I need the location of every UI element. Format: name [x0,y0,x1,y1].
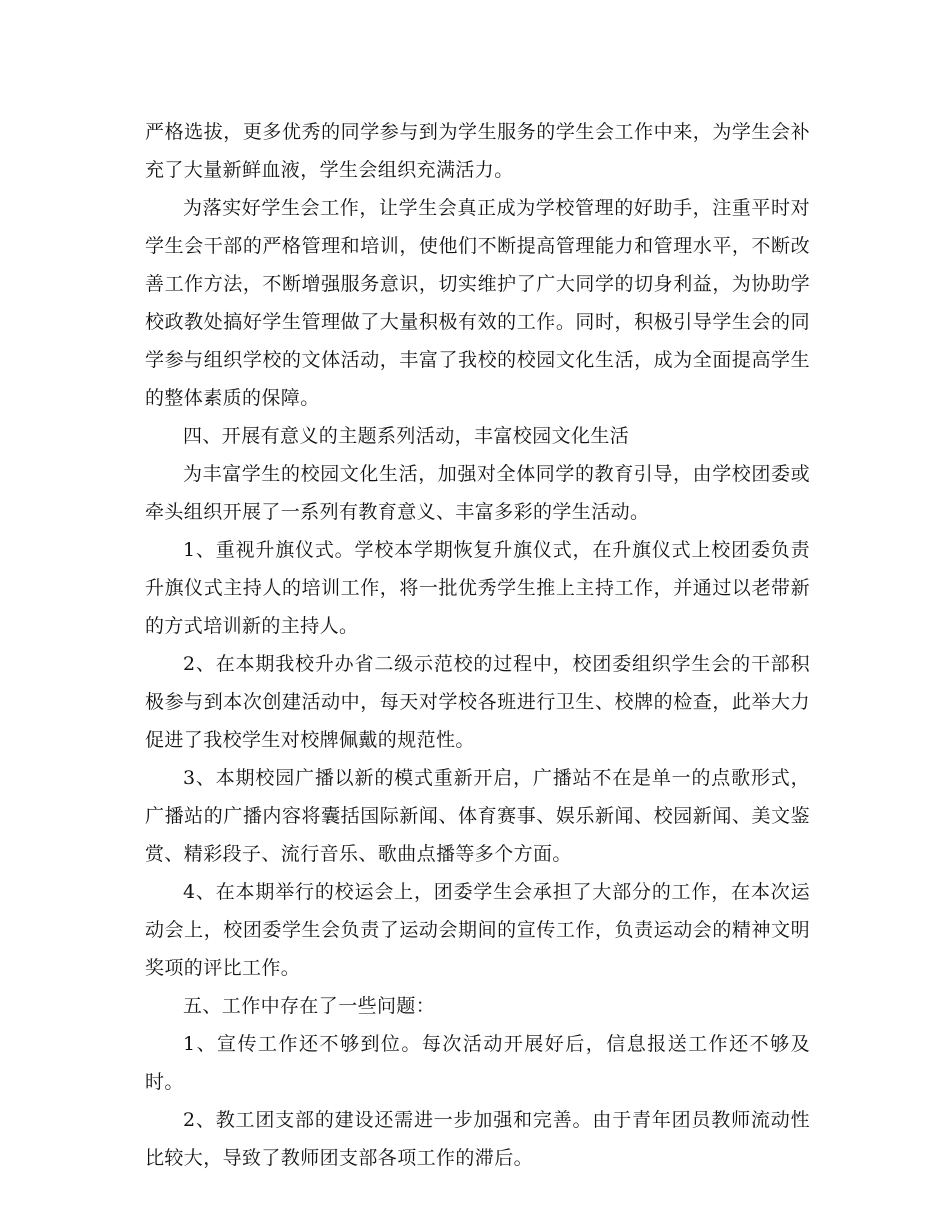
list-item-model-school: 2、在本期我校升办省二级示范校的过程中，校团委组织学生会的干部积极参与到本次创建活动中，每天对学校各班进行卫生、校牌的检查，此举大力促进了我校学生对校牌佩戴的规范性。 [145,653,810,751]
paragraph-activities-intro: 为丰富学生的校园文化生活，加强对全体同学的教育引导，由学校团委或牵头组织开展了一系列有教育意义、丰富多彩的学生活动。 [145,463,810,523]
list-item-sports-meet: 4、在本期举行的校运会上，团委学生会承担了大部分的工作，在本次运动会上，校团委学生会负责了运动会期间的宣传工作，负责运动会的精神文明奖项的评比工作。 [145,881,810,979]
list-item-teacher-branch-problem: 2、教工团支部的建设还需进一步加强和完善。由于青年团员教师流动性比较大，导致了教师团支部各项工作的滞后。 [145,1109,810,1169]
paragraph-selection-intro: 严格选拔，更多优秀的同学参与到为学生服务的学生会工作中来，为学生会补充了大量新鲜血液，学生会组织充满活力。 [145,121,810,181]
document-body [145,113,810,1177]
section-heading-themed-activities: 四、开展有意义的主题系列活动，丰富校园文化生活 [183,425,630,447]
list-item-campus-broadcast: 3、本期校园广播以新的模式重新开启，广播站不在是单一的点歌形式，广播站的广播内容将囊括国际新闻、体育赛事、娱乐新闻、校园新闻、美文鉴赏、精彩段子、流行音乐、歌曲点播等多个方面。 [145,767,810,865]
list-item-flag-ceremony: 1、重视升旗仪式。学校本学期恢复升旗仪式，在升旗仪式上校团委负责升旗仪式主持人的培训工作，将一批优秀学生推上主持工作，并通过以老带新的方式培训新的主持人。 [145,539,810,637]
section-heading-problems: 五、工作中存在了一些问题： [183,995,436,1017]
list-item-publicity-problem: 1、宣传工作还不够到位。每次活动开展好后，信息报送工作还不够及时。 [145,1033,810,1093]
paragraph-student-union-work: 为落实好学生会工作，让学生会真正成为学校管理的好助手，注重平时对学生会干部的严格管理和培训，使他们不断提高管理能力和管理水平，不断改善工作方法，不断增强服务意识，切实维护了广大同学的切身利益，为协助学校政教处搞好学生管理做了大量积极有效的工作。同时，积极引导学生会的同学参与组织学校的文体活动，丰富了我校的校园文化生活，成为全面提高学生的整体素质的保障。 [145,197,810,409]
